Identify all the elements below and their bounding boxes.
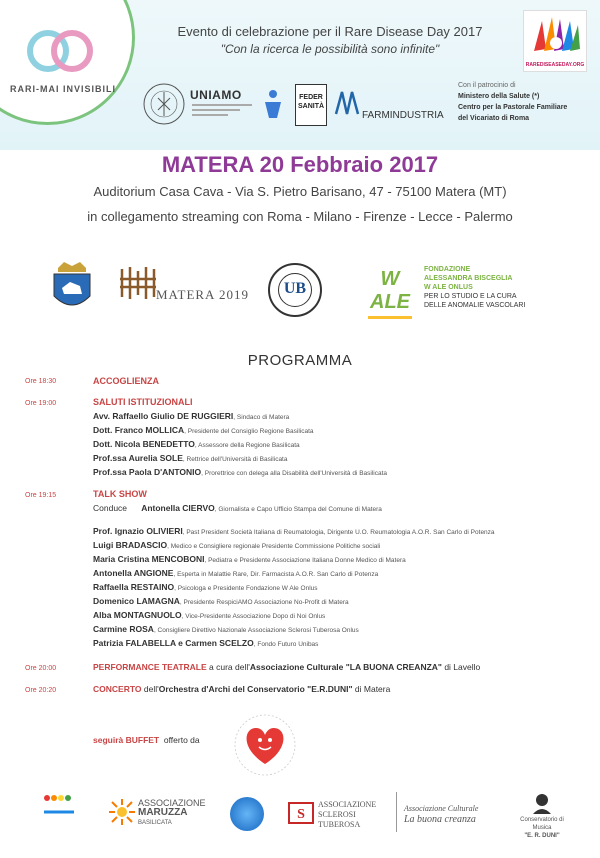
talk-line [93, 540, 380, 550]
talk-line [93, 526, 495, 536]
sclerosi-3: TUBEROSA [318, 820, 361, 829]
talk-name: Prof. Ignazio OLIVIERI [93, 526, 183, 536]
sunburst-logo-icon [108, 798, 136, 826]
time-1830: Ore 18:30 [25, 378, 57, 385]
talk-role: , Medico e Consigliere regionale Presidente Commissione Politiche sociali [167, 543, 381, 550]
section-accoglienza: ACCOGLIENZA [93, 376, 159, 386]
talk-name: Raffaella RESTAINO [93, 582, 175, 592]
talk-role: , Fondo Futuro Unibas [253, 641, 319, 648]
patron-centro: Centro per la Pastorale Familiare [458, 104, 568, 111]
talk-name: Antonella ANGIONE [93, 568, 174, 578]
creanza-2: La buona creanza [404, 814, 476, 825]
performance-c: di Lavello [441, 662, 481, 672]
matera2019-text: MATERA 2019 [156, 287, 249, 302]
person-logo-icon [260, 88, 286, 120]
farmindustria-icon [334, 90, 360, 116]
talk-name: Carmine ROSA [93, 624, 154, 634]
buffet-label: seguirà BUFFET [93, 735, 160, 745]
saluti-role: , Presidente del Consiglio Regione Basilicata [184, 428, 314, 435]
uniamo-subtitle-lines [192, 104, 252, 118]
talk-name: Alba MONTAGNUOLO [93, 610, 182, 620]
concerto-orchestra: Orchestra d'Archi del Conservatorio "E.R.DUNI" [158, 684, 353, 694]
fondazione-4: PER LO STUDIO E LA CURA [424, 293, 517, 300]
talk-name: Patrizia FALABELLA e Carmen SCELZO [93, 638, 254, 648]
rare-disease-day-logo [523, 10, 587, 72]
matera-coat-of-arms-icon [50, 260, 94, 316]
section-talk-show: TALK SHOW [93, 489, 147, 499]
rdd-label: RAREDISEASEDAY.ORG [525, 62, 585, 68]
sclerosi-tuberosa-icon [288, 802, 314, 824]
venue-address: Auditorium Casa Cava - Via S. Pietro Barisano, 47 - 75100 Matera (MT) [93, 184, 507, 199]
talk-line [93, 582, 318, 592]
talk-line [93, 568, 378, 578]
maruzza-logo [138, 798, 206, 828]
fondazione-3: W ALE ONLUS [424, 284, 473, 291]
saluti-name: Prof.ssa Aurelia SOLE [93, 453, 183, 463]
w-ale-text: W ALE [370, 268, 410, 313]
talk-role: , Pediatra e Presidente Associazione Italiana Donne Medico di Matera [204, 557, 406, 564]
performance-line [93, 662, 480, 672]
section-concerto: CONCERTO [93, 684, 142, 694]
unibas-text: UB [283, 280, 307, 297]
la-buona-creanza-logo [404, 803, 478, 825]
saluti-role: , Rettrice dell'Università di Basilicata [182, 456, 288, 463]
feder-sanita-logo [295, 84, 327, 126]
saluti-name: Dott. Nicola BENEDETTO [93, 439, 195, 449]
feder-sanita-text: FEDER SANITÀ [297, 94, 325, 110]
talk-role: , Past President Società Italiana di Reumatologia, Dirigente U.O. Reumatologia A.O.R. San Carlo di Potenza [182, 529, 495, 536]
footer-divider [396, 792, 397, 832]
time-2000: Ore 20:00 [25, 665, 57, 672]
talk-line [93, 554, 406, 564]
saluti-line [93, 439, 300, 449]
talk-line [93, 638, 318, 648]
conduttore-name: Antonella CIERVO [141, 503, 215, 513]
saluti-name: Prof.ssa Paola D'ANTONIO [93, 467, 202, 477]
fondazione-text [424, 265, 525, 310]
uniamo-logo: UNIAMO [190, 88, 242, 102]
blue-circle-logo [230, 797, 264, 831]
saluti-role: , Prorettrice con delega alla Disabilità dell'Università di Basilicata [201, 470, 388, 477]
fondazione-1: FONDAZIONE [424, 266, 471, 273]
time-1915: Ore 19:15 [25, 492, 57, 499]
conservatorio-logo [510, 816, 574, 840]
concerto-a: dell' [141, 684, 159, 694]
concerto-c: di Matera [352, 684, 391, 694]
section-saluti: SALUTI ISTITUZIONALI [93, 397, 193, 407]
conserv-1: Conservatorio di Musica [520, 817, 564, 831]
buffet-line [93, 735, 200, 745]
unibas-seal [268, 263, 322, 317]
performance-association: Associazione Culturale "LA BUONA CREANZA" [249, 662, 442, 672]
sclerosi-2: SCLEROSI [318, 810, 356, 819]
fondazione-5: DELLE ANOMALIE VASCOLARI [424, 302, 526, 309]
talk-line [93, 596, 349, 606]
talk-line [93, 610, 325, 620]
patron-ministero: Ministero della Salute (*) [458, 93, 540, 100]
sclerosi-tuberosa-logo [318, 800, 376, 830]
fondazione-2: ALESSANDRA BISCEGLIA [424, 275, 513, 282]
talk-role: , Vice-Presidente Associazione Dopo di Noi Onlus [181, 613, 326, 620]
time-1900: Ore 19:00 [25, 400, 57, 407]
matera2019-icon [118, 265, 158, 301]
saluti-line [93, 425, 314, 435]
w-ale-logo [362, 260, 418, 316]
talk-name: Domenico LAMAGNA [93, 596, 180, 606]
section-performance: PERFORMANCE TEATRALE [93, 662, 207, 672]
talk-name: Maria Cristina MENCOBONI [93, 554, 205, 564]
talk-role: , Presidente RespiciAMO Associazione No-Profit di Matera [179, 599, 349, 606]
conduttore-role: , Giornalista e Capo Ufficio Stampa del Comune di Matera [214, 506, 382, 513]
saluti-role: , Assessore della Regione Basilicata [194, 442, 300, 449]
event-title: Evento di celebrazione per il Rare Disease Day 2017 [177, 24, 483, 39]
maruzza-2: MARUZZA [138, 807, 188, 818]
time-2020: Ore 20:20 [25, 687, 57, 694]
saluti-role: , Sindaco di Matera [233, 414, 290, 421]
saluti-line [93, 453, 287, 463]
rings-logo-icon [20, 26, 100, 76]
maruzza-3: BASILICATA [138, 820, 172, 826]
patronage-block [458, 80, 598, 124]
creanza-1: Associazione Culturale [404, 804, 479, 813]
conserv-2: "E. R. DUNI" [524, 833, 560, 839]
patron-intro: Con il patrocinio di [458, 82, 516, 89]
talk-role: , Esperta in Malattie Rare, Dir. Farmacista A.O.R. San Carlo di Potenza [173, 571, 379, 578]
patron-vicariato: del Vicariato di Roma [458, 115, 530, 122]
city-date-heading: MATERA 20 Febbraio 2017 [161, 152, 439, 177]
talk-role: , Consigliere Direttivo Nazionale Associazione Sclerosi Tuberosa Onlus [153, 627, 359, 634]
talk-role: , Psicologa e Presidente Fondazione W Ale Onlus [174, 585, 318, 592]
colorful-people-logo-icon [42, 792, 76, 816]
maruzza-1: ASSOCIAZIONE [138, 798, 206, 808]
conduce-line [93, 503, 382, 513]
saluti-name: Dott. Franco MOLLICA [93, 425, 185, 435]
concerto-line [93, 684, 390, 694]
svg-text:S: S [297, 807, 305, 822]
istituto-superiore-sanita-seal-icon [142, 82, 186, 126]
talk-line [93, 624, 359, 634]
heart-association-logo-icon [230, 712, 300, 778]
sclerosi-1: ASSOCIAZIONE [318, 800, 377, 809]
saluti-line [93, 411, 289, 421]
hands-icon [524, 11, 588, 61]
saluti-name: Avv. Raffaello Giulio DE RUGGIERI [93, 411, 234, 421]
programma-title: PROGRAMMA [247, 352, 353, 369]
event-subtitle: "Con la ricerca le possibilità sono infinite" [220, 42, 440, 56]
performance-a: a cura dell' [206, 662, 250, 672]
streaming-cities: in collegamento streaming con Roma - Milano - Firenze - Lecce - Palermo [87, 209, 513, 224]
saluti-line [93, 467, 387, 477]
conduce-label: Conduce [93, 503, 128, 513]
farmindustria-logo: FARMINDUSTRIA [362, 110, 444, 121]
talk-name: Luigi BRADASCIO [93, 540, 168, 550]
conservatorio-portrait-icon [530, 792, 554, 814]
logo-text: RARI-MAI INVISIBILI [10, 84, 116, 94]
buffet-offerto: offerto da [163, 735, 200, 745]
